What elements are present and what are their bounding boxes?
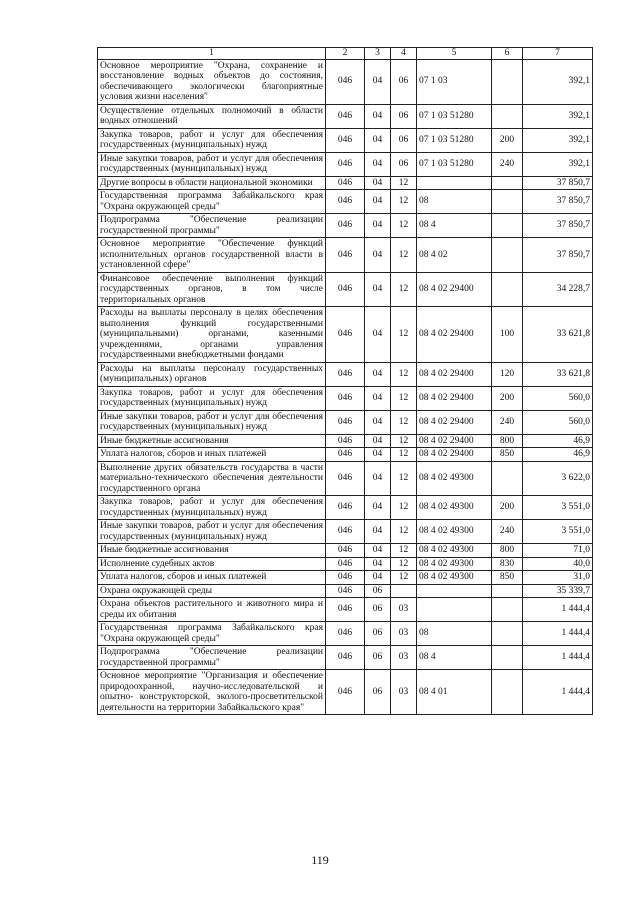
subsection-code-cell: 12 (391, 176, 417, 190)
amount-cell: 40,0 (523, 557, 593, 571)
table-body (98, 59, 593, 715)
expense-type-cell (492, 238, 523, 273)
target-article-cell: 07 1 03 51280 (417, 152, 492, 176)
row-name-cell: Иные бюджетные ассигнования (98, 434, 326, 448)
section-code-cell: 04 (365, 386, 391, 410)
subsection-code-cell: 03 (391, 622, 417, 646)
column-header: 6 (492, 48, 523, 60)
table-row (98, 386, 593, 410)
subsection-code-cell: 06 (391, 104, 417, 128)
section-code-cell: 06 (365, 622, 391, 646)
row-name-cell: Закупка товаров, работ и услуг для обеспечения государственных (муниципальных) нужд (98, 386, 326, 410)
admin-code-cell: 046 (326, 128, 365, 152)
row-name-cell: Закупка товаров, работ и услуг для обеспечения государственных (муниципальных) нужд (98, 496, 326, 520)
subsection-code-cell: 12 (391, 461, 417, 496)
column-header: 7 (523, 48, 593, 60)
expense-type-cell: 120 (492, 362, 523, 386)
target-article-cell: 07 1 03 51280 (417, 104, 492, 128)
row-name-cell: Подпрограмма "Обеспечение реализации государственной программы" (98, 214, 326, 238)
table-row (98, 362, 593, 386)
section-code-cell: 04 (365, 434, 391, 448)
expense-type-cell: 850 (492, 571, 523, 585)
amount-cell: 3 551,0 (523, 520, 593, 544)
subsection-code-cell: 06 (391, 59, 417, 104)
table-row (98, 598, 593, 622)
expense-type-cell: 100 (492, 307, 523, 363)
amount-cell: 560,0 (523, 386, 593, 410)
target-article-cell: 08 4 02 49300 (417, 571, 492, 585)
subsection-code-cell: 12 (391, 520, 417, 544)
admin-code-cell: 046 (326, 584, 365, 598)
amount-cell: 37 850,7 (523, 190, 593, 214)
expense-type-cell (492, 272, 523, 307)
amount-cell: 46,9 (523, 434, 593, 448)
table-row (98, 190, 593, 214)
target-article-cell: 08 4 02 29400 (417, 362, 492, 386)
expense-type-cell (492, 622, 523, 646)
expense-type-cell: 240 (492, 410, 523, 434)
table-header-row (98, 48, 593, 60)
amount-cell: 392,1 (523, 152, 593, 176)
admin-code-cell: 046 (326, 544, 365, 558)
section-code-cell: 04 (365, 214, 391, 238)
budget-table (97, 47, 593, 715)
expense-type-cell (492, 104, 523, 128)
expense-type-cell (492, 59, 523, 104)
row-name-cell: Уплата налогов, сборов и иных платежей (98, 571, 326, 585)
row-name-cell: Охрана окружающей среды (98, 584, 326, 598)
section-code-cell: 06 (365, 598, 391, 622)
table-row (98, 176, 593, 190)
row-name-cell: Расходы на выплаты персоналу государственных (муниципальных) органов (98, 362, 326, 386)
admin-code-cell: 046 (326, 59, 365, 104)
expense-type-cell: 200 (492, 496, 523, 520)
table-row (98, 434, 593, 448)
admin-code-cell: 046 (326, 386, 365, 410)
amount-cell: 46,9 (523, 448, 593, 462)
column-header: 5 (417, 48, 492, 60)
amount-cell: 35 339,7 (523, 584, 593, 598)
admin-code-cell: 046 (326, 238, 365, 273)
table-row (98, 461, 593, 496)
subsection-code-cell: 12 (391, 307, 417, 363)
row-name-cell: Государственная программа Забайкальского края "Охрана окружающей среды" (98, 622, 326, 646)
subsection-code-cell: 12 (391, 410, 417, 434)
amount-cell: 37 850,7 (523, 238, 593, 273)
amount-cell: 3 622,0 (523, 461, 593, 496)
expense-type-cell: 800 (492, 544, 523, 558)
target-article-cell: 07 1 03 (417, 59, 492, 104)
target-article-cell: 08 4 02 49300 (417, 544, 492, 558)
expense-type-cell: 830 (492, 557, 523, 571)
row-name-cell: Иные закупки товаров, работ и услуг для обеспечения государственных (муниципальных) нужд (98, 152, 326, 176)
expense-type-cell: 200 (492, 128, 523, 152)
target-article-cell: 07 1 03 51280 (417, 128, 492, 152)
section-code-cell: 04 (365, 190, 391, 214)
row-name-cell: Иные бюджетные ассигнования (98, 544, 326, 558)
table-row (98, 622, 593, 646)
section-code-cell: 04 (365, 104, 391, 128)
amount-cell: 560,0 (523, 410, 593, 434)
subsection-code-cell: 12 (391, 434, 417, 448)
expense-type-cell (492, 670, 523, 715)
amount-cell: 71,0 (523, 544, 593, 558)
subsection-code-cell: 12 (391, 190, 417, 214)
amount-cell: 34 228,7 (523, 272, 593, 307)
section-code-cell: 04 (365, 152, 391, 176)
target-article-cell (417, 176, 492, 190)
expense-type-cell: 240 (492, 152, 523, 176)
table-row (98, 557, 593, 571)
amount-cell: 1 444,4 (523, 670, 593, 715)
subsection-code-cell: 03 (391, 670, 417, 715)
subsection-code-cell: 12 (391, 386, 417, 410)
admin-code-cell: 046 (326, 410, 365, 434)
row-name-cell: Основное мероприятие "Охрана, сохранение и восстановление водных объектов до состояния, обеспечивающего экологически благоприятные условия жизни населения" (98, 59, 326, 104)
admin-code-cell: 046 (326, 670, 365, 715)
table-row (98, 59, 593, 104)
expense-type-cell: 200 (492, 386, 523, 410)
amount-cell: 33 621,8 (523, 362, 593, 386)
section-code-cell: 04 (365, 176, 391, 190)
section-code-cell: 06 (365, 584, 391, 598)
target-article-cell: 08 4 02 49300 (417, 461, 492, 496)
target-article-cell: 08 4 01 (417, 670, 492, 715)
table-row (98, 152, 593, 176)
target-article-cell: 08 4 02 29400 (417, 410, 492, 434)
subsection-code-cell: 12 (391, 238, 417, 273)
section-code-cell: 06 (365, 646, 391, 670)
column-header: 2 (326, 48, 365, 60)
amount-cell: 37 850,7 (523, 214, 593, 238)
admin-code-cell: 046 (326, 190, 365, 214)
subsection-code-cell: 03 (391, 646, 417, 670)
amount-cell: 1 444,4 (523, 598, 593, 622)
row-name-cell: Охрана объектов растительного и животного мира и среды их обитания (98, 598, 326, 622)
subsection-code-cell: 12 (391, 214, 417, 238)
section-code-cell: 04 (365, 238, 391, 273)
target-article-cell: 08 4 02 29400 (417, 386, 492, 410)
expense-type-cell (492, 176, 523, 190)
target-article-cell: 08 4 02 49300 (417, 557, 492, 571)
table-row (98, 448, 593, 462)
table-row (98, 307, 593, 363)
admin-code-cell: 046 (326, 272, 365, 307)
admin-code-cell: 046 (326, 496, 365, 520)
amount-cell: 392,1 (523, 59, 593, 104)
table-row (98, 670, 593, 715)
admin-code-cell: 046 (326, 448, 365, 462)
row-name-cell: Основное мероприятие "Обеспечение функций исполнительных органов государственной власти в установленной сфере" (98, 238, 326, 273)
subsection-code-cell: 12 (391, 544, 417, 558)
table-row (98, 544, 593, 558)
row-name-cell: Закупка товаров, работ и услуг для обеспечения государственных (муниципальных) нужд (98, 128, 326, 152)
table-row (98, 272, 593, 307)
section-code-cell: 04 (365, 128, 391, 152)
section-code-cell: 04 (365, 59, 391, 104)
subsection-code-cell: 03 (391, 598, 417, 622)
target-article-cell: 08 4 02 (417, 238, 492, 273)
table-row (98, 584, 593, 598)
admin-code-cell: 046 (326, 646, 365, 670)
admin-code-cell: 046 (326, 176, 365, 190)
expense-type-cell: 800 (492, 434, 523, 448)
target-article-cell: 08 4 02 29400 (417, 434, 492, 448)
target-article-cell: 08 (417, 622, 492, 646)
section-code-cell: 04 (365, 461, 391, 496)
admin-code-cell: 046 (326, 622, 365, 646)
admin-code-cell: 046 (326, 598, 365, 622)
table-row (98, 571, 593, 585)
section-code-cell: 04 (365, 272, 391, 307)
page-number: 119 (311, 853, 329, 867)
admin-code-cell: 046 (326, 104, 365, 128)
row-name-cell: Государственная программа Забайкальского края "Охрана окружающей среды" (98, 190, 326, 214)
subsection-code-cell: 06 (391, 152, 417, 176)
admin-code-cell: 046 (326, 520, 365, 544)
amount-cell: 33 621,8 (523, 307, 593, 363)
section-code-cell: 04 (365, 410, 391, 434)
row-name-cell: Расходы на выплаты персоналу в целях обеспечения выполнения функций государственными (муниципальными) органами, казенными учреждениями, органами управления государственными внебюджетными фондами (98, 307, 326, 363)
section-code-cell: 04 (365, 496, 391, 520)
row-name-cell: Основное мероприятие "Организация и обеспечение природоохранной, научно-исследовательской и опытно- конструкторской, эколого-просветительской деятельности на территории Забайкальского края" (98, 670, 326, 715)
table-row (98, 646, 593, 670)
admin-code-cell: 046 (326, 307, 365, 363)
section-code-cell: 04 (365, 571, 391, 585)
table-row (98, 496, 593, 520)
amount-cell: 37 850,7 (523, 176, 593, 190)
amount-cell: 3 551,0 (523, 496, 593, 520)
row-name-cell: Финансовое обеспечение выполнения функций государственных органов, в том числе территориальных органов (98, 272, 326, 307)
row-name-cell: Исполнение судебных актов (98, 557, 326, 571)
column-header: 1 (98, 48, 326, 60)
table-row (98, 214, 593, 238)
admin-code-cell: 046 (326, 362, 365, 386)
expense-type-cell (492, 646, 523, 670)
expense-type-cell: 850 (492, 448, 523, 462)
target-article-cell: 08 4 02 29400 (417, 448, 492, 462)
target-article-cell: 08 4 02 29400 (417, 272, 492, 307)
row-name-cell: Уплата налогов, сборов и иных платежей (98, 448, 326, 462)
section-code-cell: 04 (365, 557, 391, 571)
admin-code-cell: 046 (326, 214, 365, 238)
column-header: 4 (391, 48, 417, 60)
target-article-cell (417, 598, 492, 622)
row-name-cell: Иные закупки товаров, работ и услуг для обеспечения государственных (муниципальных) нужд (98, 520, 326, 544)
target-article-cell: 08 4 (417, 646, 492, 670)
row-name-cell: Осуществление отдельных полномочий в области водных отношений (98, 104, 326, 128)
table-row (98, 104, 593, 128)
section-code-cell: 04 (365, 307, 391, 363)
admin-code-cell: 046 (326, 152, 365, 176)
row-name-cell: Подпрограмма "Обеспечение реализации государственной программы" (98, 646, 326, 670)
admin-code-cell: 046 (326, 434, 365, 448)
target-article-cell: 08 4 (417, 214, 492, 238)
section-code-cell: 04 (365, 362, 391, 386)
row-name-cell: Иные закупки товаров, работ и услуг для обеспечения государственных (муниципальных) нужд (98, 410, 326, 434)
table-row (98, 238, 593, 273)
amount-cell: 31,0 (523, 571, 593, 585)
admin-code-cell: 046 (326, 557, 365, 571)
section-code-cell: 04 (365, 448, 391, 462)
admin-code-cell: 046 (326, 571, 365, 585)
subsection-code-cell: 12 (391, 272, 417, 307)
amount-cell: 392,1 (523, 104, 593, 128)
amount-cell: 1 444,4 (523, 646, 593, 670)
expense-type-cell (492, 214, 523, 238)
section-code-cell: 04 (365, 544, 391, 558)
subsection-code-cell: 06 (391, 128, 417, 152)
row-name-cell: Другие вопросы в области национальной экономики (98, 176, 326, 190)
subsection-code-cell: 12 (391, 571, 417, 585)
subsection-code-cell: 12 (391, 557, 417, 571)
expense-type-cell (492, 598, 523, 622)
target-article-cell: 08 (417, 190, 492, 214)
expense-type-cell: 240 (492, 520, 523, 544)
subsection-code-cell: 12 (391, 362, 417, 386)
target-article-cell: 08 4 02 29400 (417, 307, 492, 363)
table-row (98, 520, 593, 544)
subsection-code-cell (391, 584, 417, 598)
amount-cell: 1 444,4 (523, 622, 593, 646)
target-article-cell: 08 4 02 49300 (417, 520, 492, 544)
admin-code-cell: 046 (326, 461, 365, 496)
row-name-cell: Выполнение других обязательств государства в части материально-технического обеспечения деятельности государственного органа (98, 461, 326, 496)
target-article-cell: 08 4 02 49300 (417, 496, 492, 520)
subsection-code-cell: 12 (391, 448, 417, 462)
expense-type-cell (492, 461, 523, 496)
subsection-code-cell: 12 (391, 496, 417, 520)
column-header: 3 (365, 48, 391, 60)
amount-cell: 392,1 (523, 128, 593, 152)
section-code-cell: 04 (365, 520, 391, 544)
table-row (98, 410, 593, 434)
target-article-cell (417, 584, 492, 598)
expense-type-cell (492, 584, 523, 598)
expense-type-cell (492, 190, 523, 214)
section-code-cell: 06 (365, 670, 391, 715)
table-row (98, 128, 593, 152)
